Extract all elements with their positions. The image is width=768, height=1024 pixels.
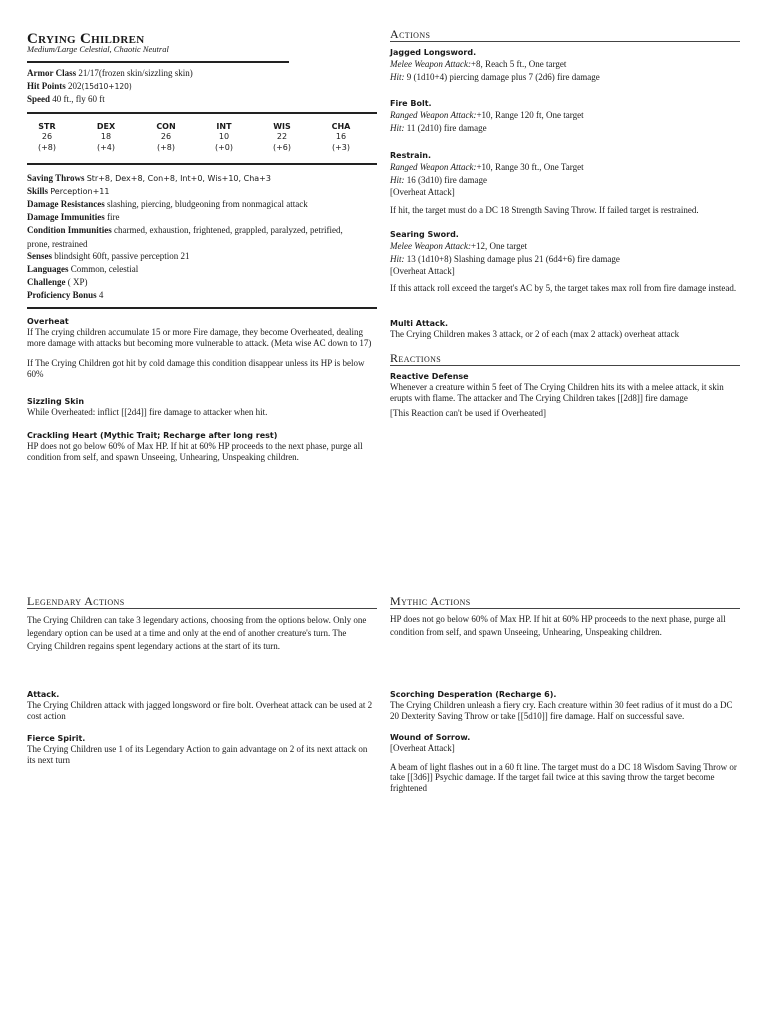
ability-name: INT bbox=[216, 122, 232, 131]
condition-immunities-value: charmed, exhaustion, frightened, grappled, paralyzed, petrified, bbox=[114, 225, 343, 235]
hit-label: Hit: bbox=[390, 122, 405, 133]
action-restrain bbox=[390, 151, 740, 216]
languages bbox=[27, 264, 138, 275]
reaction-reactive-defense bbox=[390, 372, 738, 419]
damage-resistances-value: slashing, piercing, bludgeoning from nonmagical attack bbox=[107, 199, 308, 209]
action-title: Fierce Spirit. bbox=[27, 734, 86, 743]
proficiency-bonus-label: Proficiency Bonus bbox=[27, 290, 97, 300]
trait-text: While Overheated: inflict [[2d4]] fire damage to attacker when hit. bbox=[27, 407, 268, 417]
armor-class-value: 21/17(frozen skin/sizzling skin) bbox=[78, 68, 193, 78]
action-text: The Crying Children attack with jagged longsword or fire bolt. Overheat attack can be used at 2 cost action bbox=[27, 700, 373, 721]
condition-immunities bbox=[27, 225, 372, 249]
attack-details: +8, Reach 5 ft., One target bbox=[470, 59, 567, 69]
legendary-fierce-spirit bbox=[27, 734, 375, 765]
creature-name: Crying Children bbox=[27, 31, 145, 47]
ability-name: CON bbox=[156, 122, 176, 131]
overheat-tag: [Overheat Attack] bbox=[390, 743, 455, 753]
hit-label: Hit: bbox=[390, 174, 405, 185]
abilities-top-divider bbox=[27, 112, 377, 114]
attack-type: Ranged Weapon Attack: bbox=[390, 162, 477, 172]
damage-resistances bbox=[27, 199, 308, 210]
ability-con bbox=[136, 122, 196, 154]
ability-mod: (+4) bbox=[96, 143, 116, 152]
proficiency-bonus bbox=[27, 290, 103, 301]
ability-mod: (+8) bbox=[156, 143, 176, 152]
damage-immunities-label: Damage Immunities bbox=[27, 212, 105, 222]
senses-label: Senses bbox=[27, 251, 53, 261]
hit-label: Hit: bbox=[390, 71, 405, 82]
action-title: Wound of Sorrow. bbox=[390, 733, 471, 742]
ability-name: WIS bbox=[273, 122, 291, 131]
attack-details: +10, Range 30 ft., One Target bbox=[476, 162, 584, 172]
speed-value: 40 ft., fly 60 ft bbox=[52, 94, 105, 104]
ability-mod: (+8) bbox=[37, 143, 57, 152]
mythic-divider bbox=[390, 608, 740, 609]
mythic-wound-of-sorrow bbox=[390, 733, 738, 793]
action-text: A beam of light flashes out in a 60 ft line. The target must do a DC 18 Wisdom Saving Throw or take [[3d6]] Psychic damage. If the target fail twice at this saving throw the target become frightened bbox=[390, 761, 737, 793]
abilities-bottom-divider bbox=[27, 163, 377, 165]
damage-resistances-label: Damage Resistances bbox=[27, 199, 105, 209]
ability-score: 18 bbox=[100, 132, 112, 141]
header-divider bbox=[27, 61, 289, 63]
ability-name: CHA bbox=[331, 122, 351, 131]
senses-value: blindsight 60ft, passive perception 21 bbox=[54, 251, 190, 261]
reaction-title: Reactive Defense bbox=[390, 372, 469, 381]
speed bbox=[27, 94, 105, 105]
reactions-heading: Reactions bbox=[390, 351, 442, 365]
languages-label: Languages bbox=[27, 264, 69, 274]
ability-mod: (+0) bbox=[214, 143, 234, 152]
action-note: If this attack roll exceed the target's AC by 5, the target takes max roll from fire damage instead. bbox=[390, 282, 737, 293]
trait-title: Overheat bbox=[27, 317, 69, 326]
action-title: Scorching Desperation (Recharge 6). bbox=[390, 690, 557, 699]
overheat-tag: [Overheat Attack] bbox=[390, 187, 455, 197]
hit-details: 11 (2d10) fire damage bbox=[406, 122, 487, 133]
reaction-note: [This Reaction can't be used if Overheated] bbox=[390, 408, 547, 418]
skills-label: Skills bbox=[27, 186, 49, 196]
trait-title: Sizzling Skin bbox=[27, 397, 85, 406]
condition-immunities-label: Condition Immunities bbox=[27, 225, 112, 235]
ability-score: 26 bbox=[41, 132, 53, 141]
legendary-intro-text: The Crying Children can take 3 legendary actions, choosing from the options below. Only one legendary option can be used at a time and only at the end of another creature's turn. The Crying Children regains spent legendary actions at the start of its turn. bbox=[27, 615, 367, 651]
ability-mod: (+6) bbox=[272, 143, 292, 152]
action-searing-sword bbox=[390, 230, 740, 293]
action-title: Searing Sword. bbox=[390, 230, 459, 239]
damage-immunities-value: fire bbox=[107, 212, 120, 222]
action-text: The Crying Children makes 3 attack, or 2 of each (max 2 attack) overheat attack bbox=[390, 329, 680, 339]
creature-type: Medium/Large Celestial, Chaotic Neutral bbox=[27, 44, 169, 54]
legendary-attack bbox=[27, 690, 375, 721]
action-note: If hit, the target must do a DC 18 Strength Saving Throw. If failed target is restrained. bbox=[390, 204, 699, 215]
ability-score: 26 bbox=[160, 132, 172, 141]
action-title: Attack. bbox=[27, 690, 60, 699]
saving-throws-value: Str+8, Dex+8, Con+8, Int+0, Wis+10, Cha+3 bbox=[86, 174, 271, 183]
speed-label: Speed bbox=[27, 94, 51, 104]
languages-value: Common, celestial bbox=[70, 264, 139, 274]
skills-value: Perception+11 bbox=[50, 187, 110, 196]
actions-heading: Actions bbox=[390, 27, 431, 41]
legendary-divider bbox=[27, 608, 377, 609]
senses bbox=[27, 251, 190, 262]
saving-throws bbox=[27, 173, 271, 185]
action-title: Multi Attack. bbox=[390, 319, 449, 328]
hit-details: 13 (1d10+8) Slashing damage plus 21 (6d4+6) fire damage bbox=[406, 253, 620, 264]
traits-divider bbox=[27, 307, 377, 309]
trait-crackling-heart bbox=[27, 431, 375, 462]
ability-str bbox=[17, 122, 77, 154]
mythic-intro bbox=[390, 613, 735, 639]
mythic-scorching-desperation bbox=[390, 690, 740, 721]
actions-divider bbox=[390, 41, 740, 42]
legendary-intro bbox=[27, 614, 372, 653]
ability-score: 16 bbox=[335, 132, 347, 141]
skills bbox=[27, 186, 109, 198]
overheat-tag: [Overheat Attack] bbox=[390, 266, 455, 276]
trait-sizzling-skin bbox=[27, 397, 375, 418]
ability-int bbox=[194, 122, 254, 154]
attack-type: Melee Weapon Attack: bbox=[390, 59, 471, 69]
hit-points-label: Hit Points bbox=[27, 81, 66, 91]
hit-points-formula: (15d10+120) bbox=[81, 82, 132, 91]
condition-immunities-value-cont: prone, restrained bbox=[27, 238, 88, 249]
challenge bbox=[27, 277, 88, 288]
attack-type: Melee Weapon Attack: bbox=[390, 241, 471, 251]
mythic-intro-text: HP does not go below 60% of Max HP. If hit at 60% HP proceeds to the next phase, purge all condition from self, and spawn Unseeing, Unhearing, Unspeaking children. bbox=[390, 614, 726, 637]
trait-overheat bbox=[27, 317, 375, 379]
trait-text: If The Crying Children got hit by cold damage this condition disappear unless its HP is below 60% bbox=[27, 358, 365, 379]
trait-text: If The crying children accumulate 15 or more Fire damage, they become Overheated, dealing more damage with attacks but becoming more vulnerable to attack. (Meta wise AC down to 17) bbox=[27, 327, 372, 348]
action-multi-attack bbox=[390, 319, 740, 340]
proficiency-bonus-value: 4 bbox=[98, 290, 104, 300]
ability-dex bbox=[76, 122, 136, 154]
action-text: The Crying Children use 1 of its Legendary Action to gain advantage on 2 of its next attack on its next turn bbox=[27, 744, 368, 765]
hit-label: Hit: bbox=[390, 253, 405, 264]
ability-mod: (+3) bbox=[331, 143, 351, 152]
hit-details: 16 (3d10) fire damage bbox=[406, 174, 487, 185]
trait-text: HP does not go below 60% of Max HP. If hit at 60% HP proceeds to the next phase, purge all condition from self, and spawn Unseeing, Unhearing, Unspeaking children. bbox=[27, 441, 363, 462]
reactions-divider bbox=[390, 365, 740, 366]
action-jagged-longsword bbox=[390, 48, 740, 83]
ability-name: DEX bbox=[96, 122, 116, 131]
ability-wis bbox=[252, 122, 312, 154]
action-fire-bolt bbox=[390, 99, 740, 134]
hit-details: 9 (1d10+4) piercing damage plus 7 (2d6) fire damage bbox=[406, 71, 600, 82]
challenge-value: ( XP) bbox=[67, 277, 88, 287]
mythic-heading: Mythic Actions bbox=[390, 594, 471, 608]
ability-cha bbox=[311, 122, 371, 154]
legendary-heading: Legendary Actions bbox=[27, 594, 125, 608]
ability-name: STR bbox=[38, 122, 56, 131]
action-title: Fire Bolt. bbox=[390, 99, 432, 108]
ability-score: 22 bbox=[276, 132, 288, 141]
damage-immunities bbox=[27, 212, 120, 223]
attack-details: +12, One target bbox=[470, 241, 528, 251]
action-text: The Crying Children unleash a fiery cry. Each creature within 30 feet radius of it must do a DC 20 Dexterity Saving Throw or take [[5d10]] fire damage. Half on successful save. bbox=[390, 700, 733, 721]
attack-type: Ranged Weapon Attack: bbox=[390, 110, 477, 120]
saving-throws-label: Saving Throws bbox=[27, 173, 85, 183]
action-title: Restrain. bbox=[390, 151, 431, 160]
reaction-text: Whenever a creature within 5 feet of The Crying Children hits its with a melee attack, it skin erupts with flame. The attacker and The Crying Children takes [[2d8]] fire damage bbox=[390, 382, 724, 403]
hit-points bbox=[27, 81, 132, 93]
ability-score: 10 bbox=[218, 132, 230, 141]
trait-title: Crackling Heart (Mythic Trait; Recharge after long rest) bbox=[27, 431, 278, 440]
armor-class-label: Armor Class bbox=[27, 68, 77, 78]
action-title: Jagged Longsword. bbox=[390, 48, 477, 57]
challenge-label: Challenge bbox=[27, 277, 66, 287]
hit-points-value: 202 bbox=[68, 81, 82, 91]
attack-details: +10, Range 120 ft, One target bbox=[476, 110, 584, 120]
armor-class bbox=[27, 68, 193, 79]
